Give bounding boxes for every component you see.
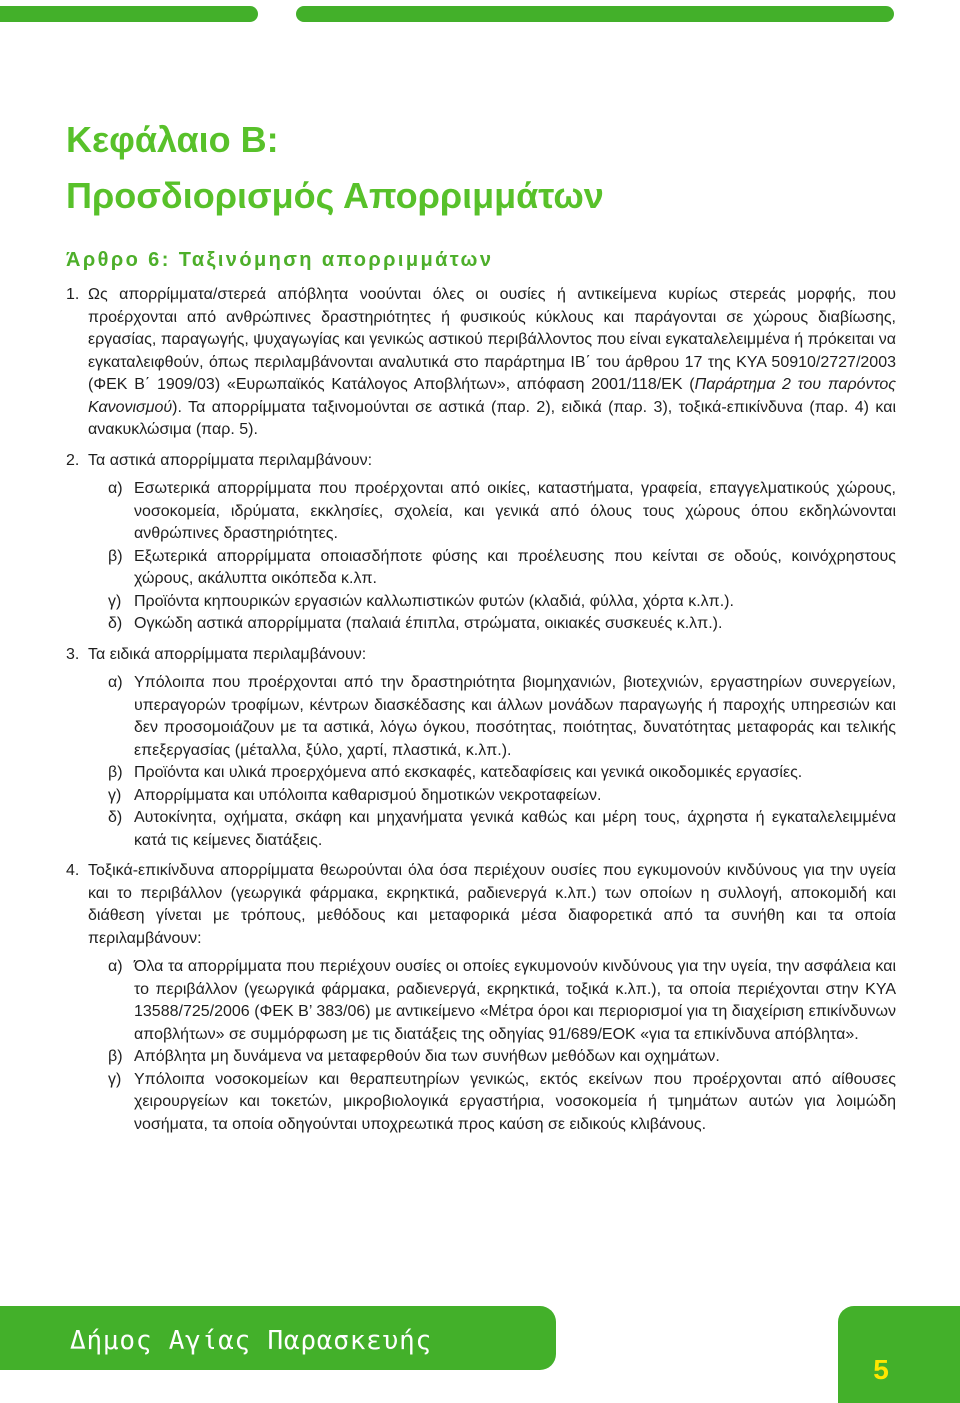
item-text: Εσωτερικά απορρίμματα που προέρχονται από οικίες, καταστήματα, γραφεία, επαγγελματικούς χώρους, νοσοκομεία, ιδρύματα, εκκλησίες, σχολεία, και γενικά από όλους τους χώρους όπου εκδηλώνονται ανθρώπινες δραστηριότητες. — [134, 480, 896, 542]
paragraph-text: Τα αστικά απορρίμματα περιλαμβάνουν: — [88, 451, 373, 469]
paragraph-3 — [66, 644, 896, 853]
paragraph-number: 1. — [66, 286, 80, 303]
chapter-title — [66, 112, 604, 224]
annex-reference: Παράρτημα 2 του παρόντος Κανονισμού — [88, 376, 896, 416]
page-number: 5 — [873, 1354, 889, 1385]
article-heading: Άρθρο 6: Ταξινόμηση απορριμμάτων — [66, 249, 494, 271]
list-item — [88, 956, 896, 1046]
item-letter: δ) — [108, 809, 123, 826]
paragraph-text: Τα ειδικά απορρίμματα περιλαμβάνουν: — [88, 645, 367, 663]
item-text: Υπόλοιπα που προέρχονται από την δραστηριότητα βιομηχανιών, βιοτεχνιών, εργαστηρίων συνεργείων, υπεραγορών τροφίμων, κέντρων διασκέδασης και άλλων μονάδων παραγωγής ή παροχής υπηρεσιών και δεν προσομοιάζουν με τα αστικά, λόγω όγκου, ποσότητας, ποιότητας, δυνατότητας μεταφοράς και τελικής επεξεργασίας (μέταλλα, ξύλο, χαρτί, πλαστικά, κ.λπ.). — [134, 674, 896, 759]
item-text: Αυτοκίνητα, οχήματα, σκάφη και μηχανήματα γενικά καθώς και μέρη τους, άχρηστα ή εγκαταλελειμμένα κατά τις κείμενες διατάξεις. — [134, 809, 896, 849]
item-letter: α) — [108, 958, 123, 975]
item-letter: α) — [108, 674, 123, 691]
top-decorative-bar-right — [296, 6, 894, 22]
item-letter: β) — [108, 1048, 123, 1065]
municipality-name: Δήμος Αγίας Παρασκευής — [70, 1326, 432, 1356]
chapter-title-line2: Προσδιορισμός Απορριμμάτων — [66, 175, 604, 216]
item-text: Υπόλοιπα νοσοκομείων και θεραπευτηρίων γενικώς, εκτός εκείνων που προέρχονται από αίθουσες χειρουργείων και τοκετών, μικροβιολογικά εργαστήρια, νοσοκομεία ή τμημάτων αυτών για λοιμώδη νοσήματα, τα οποία οδηγούνται υποχρεωτικά προς καύση σε ειδικούς κλιβάνους. — [134, 1070, 896, 1133]
paragraph-2 — [66, 450, 896, 636]
item-text: Προϊόντα και υλικά προερχόμενα από εκσκαφές, κατεδαφίσεις και γενικά οικοδομικές εργασίες. — [134, 764, 803, 781]
paragraph-text-end: ). Τα απορρίμματα ταξινομούνται σε αστικά (παρ. 2), ειδικά (παρ. 3), τοξικά-επικίνδυνα (παρ. 4) και ανακυκλώσιμα (παρ. 5). — [88, 398, 896, 438]
sub-item-list — [88, 672, 896, 852]
list-item — [88, 546, 896, 591]
paragraph-number: 2. — [66, 451, 80, 469]
item-letter: β) — [108, 547, 123, 565]
item-text: Όλα τα απορρίμματα που περιέχουν ουσίες οι οποίες εγκυμονούν κινδύνους για την υγεία, την ασφάλεια και το περιβάλλον (γεωργικά φάρμακα, ραδιενεργά, εκρηκτικά, τοξικά κ.λπ.), τα οποία περιέχονται στην ΚΥΑ 13588/725/2006 (ΦΕΚ Β’ 383/06) με αντικείμενο «Μέτρα όροι και περιορισμοί για τη διαχείριση επικίνδυνων αποβλήτων» σε συμμόρφωση με τις διατάξεις της οδηγίας 91/689/ΕΟΚ «για τα επικίνδυνα απόβλητα». — [134, 958, 896, 1043]
sub-item-list — [88, 478, 896, 636]
list-item — [88, 613, 896, 636]
top-decorative-bar-left — [0, 6, 258, 22]
article-body — [66, 284, 896, 1144]
paragraph-1 — [66, 284, 896, 442]
item-text: Εξωτερικά απορρίμματα οποιασδήποτε φύσης και προέλευσης που κείνται σε οδούς, κοινόχρηστους χώρους, ακάλυπτα οικόπεδα κ.λπ. — [134, 547, 896, 587]
item-letter: α) — [108, 480, 123, 497]
item-text: Απορρίμματα και υπόλοιπα καθαρισμού δημοτικών νεκροταφείων. — [134, 786, 602, 804]
paragraph-number: 4. — [66, 862, 80, 879]
sub-item-list — [88, 956, 896, 1136]
paragraph-text: Ως απορρίμματα/στερεά απόβλητα νοούνται όλες οι ουσίες ή αντικείμενα κυρίως στερεάς μορφής, που προέρχονται από ανθρώπινες δραστηριότητες ή φυσικούς κύκλους και παράγονται σε χώρους διαβίωσης, εργασίας, παραγωγής, ψυχαγωγίας και γενικώς αστικού περιβάλλοντος που είναι εγκαταλελειμμένα ή πρόκειται να εγκαταλειφθούν, όπως περιλαμβάνονται αναλυτικά στο παράρτημα ΙΒ΄ του άρθρου 17 της ΚΥΑ 50910/2727/2003 (ΦΕΚ Β΄ 1909/03) «Ευρωπαϊκός Κατάλογος Αποβλήτων», απόφαση 2001/118/ΕΚ ( — [88, 286, 896, 393]
item-letter: γ) — [108, 592, 122, 610]
item-text: Προϊόντα κηπουρικών εργασιών καλλωπιστικών φυτών (κλαδιά, φύλλα, χόρτα κ.λπ.). — [134, 592, 734, 610]
paragraph-number: 3. — [66, 645, 80, 663]
paragraph-4 — [66, 860, 896, 1136]
item-text: Ογκώδη αστικά απορρίμματα (παλαιά έπιπλα, στρώματα, οικιακές συσκευές κ.λπ.). — [134, 615, 723, 632]
paragraph-text: Τοξικά-επικίνδυνα απορρίμματα θεωρούνται όλα όσα περιέχουν ουσίες που εγκυμονούν κινδύνους για την υγεία και το περιβάλλον (γεωργικά φάρμακα, εκρηκτικά, ραδιενεργά κ.λπ.) των οποίων η συλλογή, αποκομιδή και διάθεση γίνεται με τρόπους, μεθόδους και μεταφορικά μέσα διαφορετικά από τα συνήθη και τα οποία περιλαμβάνουν: — [88, 862, 896, 947]
list-item — [88, 478, 896, 546]
item-letter: γ) — [108, 1070, 122, 1088]
list-item — [88, 1046, 896, 1069]
item-letter: γ) — [108, 786, 122, 804]
list-item — [88, 762, 896, 785]
list-item — [88, 807, 896, 852]
list-item — [88, 1069, 896, 1137]
item-letter: β) — [108, 764, 123, 781]
chapter-title-line1: Κεφάλαιο Β: — [66, 119, 279, 160]
list-item — [88, 672, 896, 762]
list-item — [88, 591, 896, 614]
list-item — [88, 785, 896, 808]
item-letter: δ) — [108, 615, 123, 632]
item-text: Απόβλητα μη δυνάμενα να μεταφερθούν δια των συνήθων μεθόδων και οχημάτων. — [134, 1048, 720, 1065]
